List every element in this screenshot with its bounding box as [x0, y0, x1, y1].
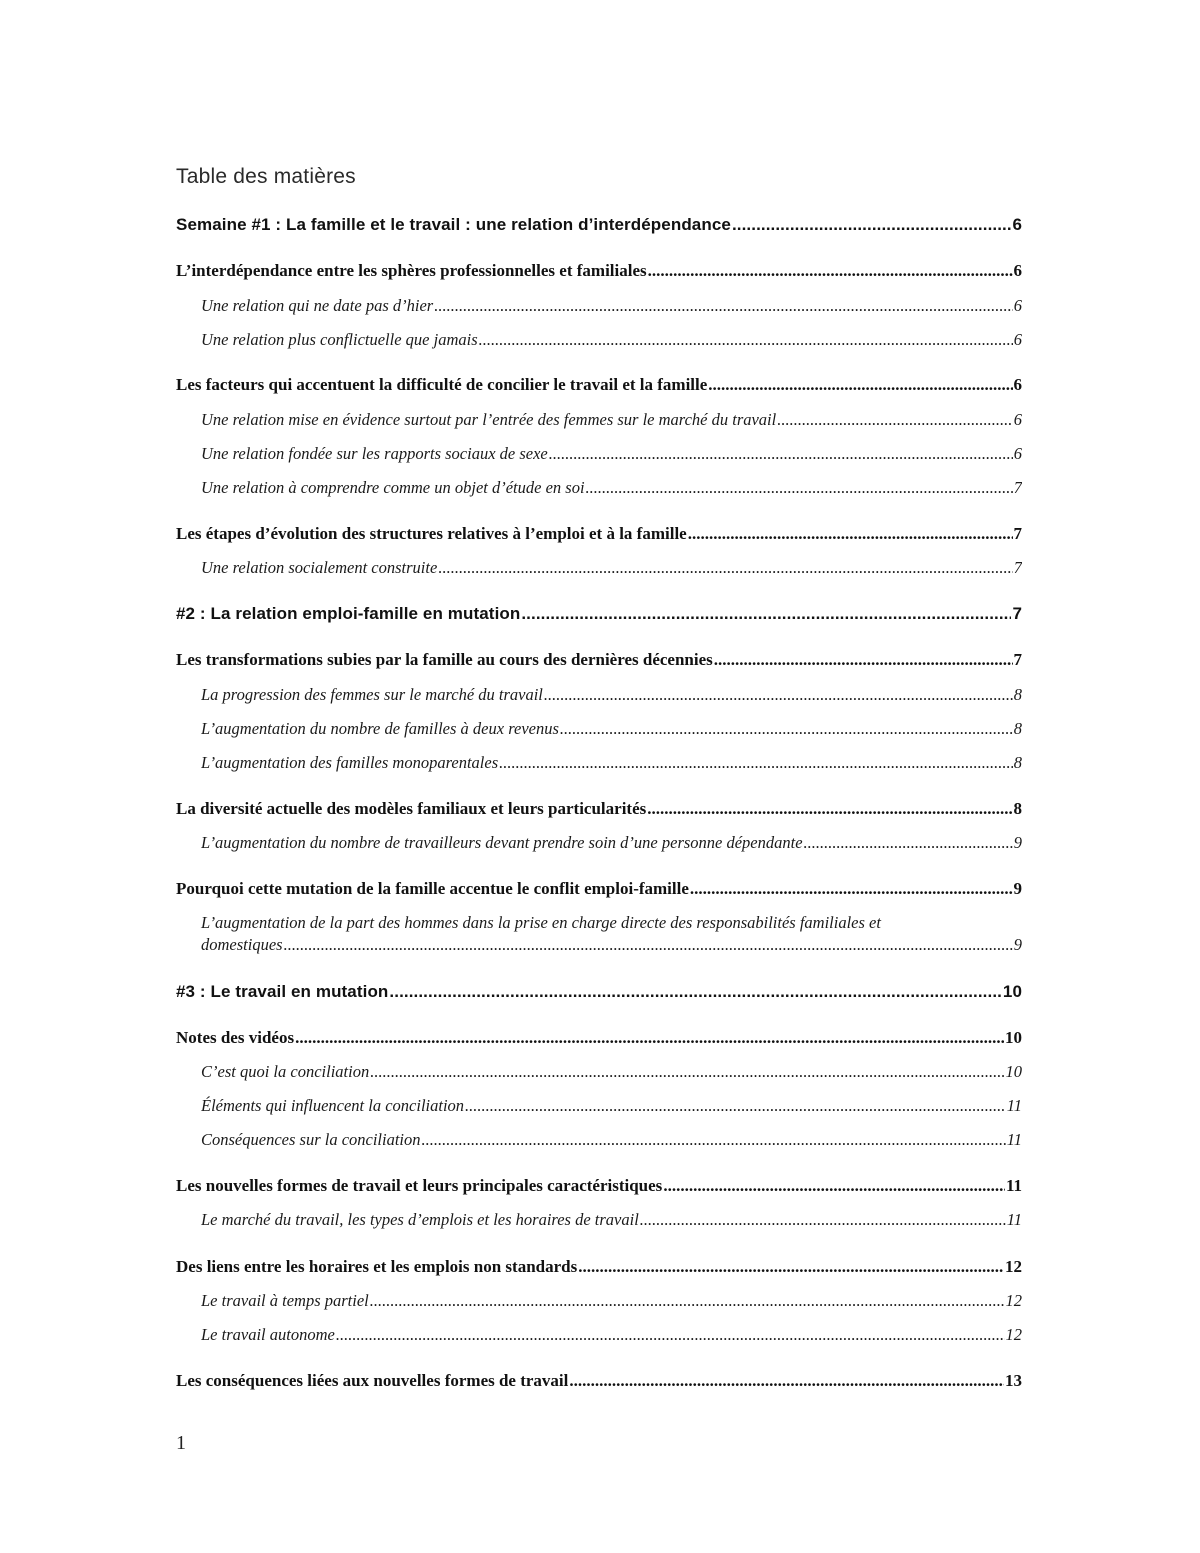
toc-entry-text: domestiques	[201, 935, 283, 954]
toc-page-number: 6	[1013, 410, 1022, 429]
dot-leader	[370, 1062, 1004, 1082]
toc-entry-heading[interactable]	[176, 604, 1022, 624]
toc-entry-subsection[interactable]	[201, 296, 1022, 316]
toc-entry-section[interactable]	[176, 375, 1022, 395]
dot-leader	[479, 330, 1013, 350]
toc-entry-subsection[interactable]	[201, 913, 1022, 955]
toc-entry-subsection[interactable]	[201, 685, 1022, 705]
toc-entry-subsection[interactable]	[201, 1062, 1022, 1082]
dot-leader	[284, 935, 1013, 955]
toc-entry-text: Conséquences sur la conciliation	[201, 1130, 421, 1149]
toc-page-number: 10	[1002, 982, 1022, 1001]
toc-entry-subsection[interactable]	[201, 444, 1022, 464]
toc-entry-text: La diversité actuelle des modèles familiaux et leurs particularités	[176, 799, 647, 818]
toc-entry-section[interactable]	[176, 799, 1022, 819]
toc-page-number: 13	[1005, 1371, 1022, 1390]
toc-page-number: 11	[1005, 1176, 1022, 1195]
toc-entry-subsection[interactable]	[201, 330, 1022, 350]
dot-leader	[708, 375, 1012, 395]
toc-entry-text: Une relation fondée sur les rapports sociaux de sexe	[201, 444, 548, 463]
toc-entry-heading[interactable]	[176, 215, 1022, 235]
dot-leader	[549, 444, 1013, 464]
toc-entry-text: Notes des vidéos	[176, 1028, 295, 1047]
toc-entry-text: Une relation plus conflictuelle que jamais	[201, 330, 478, 349]
toc-entry-heading[interactable]	[176, 982, 1022, 1002]
toc-page-number: 12	[1005, 1325, 1022, 1344]
toc-page-number: 11	[1006, 1096, 1022, 1115]
toc-entry-text: Le travail autonome	[201, 1325, 335, 1344]
toc-entry-text: L’augmentation des familles monoparentales	[201, 753, 499, 772]
toc-page-number: 6	[1013, 444, 1022, 463]
toc-page-number: 8	[1013, 719, 1022, 738]
toc-entry-text: L’augmentation du nombre de travailleurs devant prendre soin d’une personne dépendante	[201, 833, 803, 852]
toc-entry-subsection[interactable]	[201, 1130, 1022, 1150]
toc-entry-subsection[interactable]	[201, 1291, 1022, 1311]
page-number: 1	[176, 1432, 186, 1454]
dot-leader	[663, 1176, 1005, 1196]
toc-page-number: 8	[1013, 685, 1022, 704]
toc-page-number: 12	[1005, 1291, 1022, 1310]
dot-leader	[434, 296, 1013, 316]
toc-entry-subsection[interactable]	[201, 719, 1022, 739]
dot-leader	[690, 879, 1013, 899]
toc-entry-text: Les facteurs qui accentuent la difficulté de concilier le travail et la famille	[176, 375, 708, 394]
toc-page-number: 9	[1013, 935, 1022, 954]
toc-entry-section[interactable]	[176, 1371, 1022, 1391]
toc-entry-text: Le travail à temps partiel	[201, 1291, 369, 1310]
toc-entry-text: Les étapes d’évolution des structures relatives à l’emploi et à la famille	[176, 524, 687, 543]
dot-leader	[647, 799, 1012, 819]
toc-entry-text: L’augmentation du nombre de familles à deux revenus	[201, 719, 559, 738]
toc-entry-text: L’interdépendance entre les sphères professionnelles et familiales	[176, 261, 647, 280]
toc-entry-section[interactable]	[176, 261, 1022, 281]
toc-entry-text: Éléments qui influencent la conciliation	[201, 1096, 465, 1115]
toc-title: Table des matières	[176, 165, 356, 188]
toc-entry-text: Semaine #1 : La famille et le travail : une relation d’interdépendance	[176, 215, 731, 234]
toc-entry-text: #2 : La relation emploi-famille en mutation	[176, 604, 521, 623]
toc-entry-section[interactable]	[176, 650, 1022, 670]
toc-page-number: 7	[1012, 604, 1022, 623]
toc-page-number: 11	[1006, 1210, 1022, 1229]
toc-entry-section[interactable]	[176, 524, 1022, 544]
dot-leader	[569, 1371, 1004, 1391]
toc-page-number: 9	[1013, 879, 1022, 898]
dot-leader	[688, 524, 1013, 544]
dot-leader	[389, 982, 1001, 1002]
toc-page-number: 6	[1013, 296, 1022, 315]
toc-entry-section[interactable]	[176, 1028, 1022, 1048]
toc-page-number: 7	[1013, 524, 1022, 543]
dot-leader	[295, 1028, 1004, 1048]
toc-entry-text: Les transformations subies par la famille au cours des dernières décennies	[176, 650, 713, 669]
toc-entry-text: Une relation mise en évidence surtout par l’entrée des femmes sur le marché du travail	[201, 410, 777, 429]
dot-leader	[438, 558, 1012, 578]
toc-entry-text: Une relation qui ne date pas d’hier	[201, 296, 434, 315]
toc-page-number: 11	[1006, 1130, 1022, 1149]
toc-entry-text: Une relation socialement construite	[201, 558, 438, 577]
toc-entry-section[interactable]	[176, 1257, 1022, 1277]
toc-entry-subsection[interactable]	[201, 753, 1022, 773]
dot-leader	[422, 1130, 1006, 1150]
dot-leader	[578, 1257, 1004, 1277]
dot-leader	[336, 1325, 1005, 1345]
dot-leader	[370, 1291, 1005, 1311]
toc-page-number: 7	[1013, 558, 1022, 577]
toc-entry-text: Le marché du travail, les types d’emplois et les horaires de travail	[201, 1210, 639, 1229]
toc-entry-text: Les nouvelles formes de travail et leurs principales caractéristiques	[176, 1176, 663, 1195]
toc-entry-text: Des liens entre les horaires et les emplois non standards	[176, 1257, 578, 1276]
toc-page-number: 6	[1012, 215, 1022, 234]
toc-page-number: 10	[1005, 1062, 1022, 1081]
toc-entry-text: Les conséquences liées aux nouvelles formes de travail	[176, 1371, 569, 1390]
toc-entry-text: La progression des femmes sur le marché du travail	[201, 685, 543, 704]
toc-entry-text: Pourquoi cette mutation de la famille accentue le conflit emploi-famille	[176, 879, 689, 898]
dot-leader	[804, 833, 1013, 853]
toc-entry-subsection[interactable]	[201, 1096, 1022, 1116]
toc-entry-continuation	[201, 935, 1022, 955]
toc-page-number: 8	[1013, 753, 1022, 772]
toc-entry-subsection[interactable]	[201, 410, 1022, 430]
toc-entry-subsection[interactable]	[201, 478, 1022, 498]
toc-entry-section[interactable]	[176, 879, 1022, 899]
toc-page-number: 6	[1013, 261, 1022, 280]
dot-leader	[732, 215, 1011, 235]
toc-page-number: 7	[1013, 478, 1022, 497]
toc-page-number: 10	[1005, 1028, 1022, 1047]
toc-entry-subsection[interactable]	[201, 1210, 1022, 1230]
toc-page-number: 9	[1013, 833, 1022, 852]
toc-page-number: 8	[1013, 799, 1022, 818]
dot-leader	[648, 261, 1013, 281]
dot-leader	[560, 719, 1013, 739]
dot-leader	[465, 1096, 1006, 1116]
toc-page-number: 6	[1013, 330, 1022, 349]
toc-page-number: 12	[1005, 1257, 1022, 1276]
dot-leader	[499, 753, 1013, 773]
dot-leader	[586, 478, 1013, 498]
toc-page-number: 6	[1013, 375, 1022, 394]
dot-leader	[714, 650, 1013, 670]
toc-entry-subsection[interactable]	[201, 833, 1022, 853]
toc-entry-text: #3 : Le travail en mutation	[176, 982, 389, 1001]
toc-entry-subsection[interactable]	[201, 1325, 1022, 1345]
dot-leader	[777, 410, 1013, 430]
toc-entry-text: Une relation à comprendre comme un objet d’étude en soi	[201, 478, 585, 497]
toc-entry-section[interactable]	[176, 1176, 1022, 1196]
toc-entry-text: L’augmentation de la part des hommes dans la prise en charge directe des responsabilités familiales et	[201, 913, 881, 932]
dot-leader	[521, 604, 1011, 624]
toc-page-number: 7	[1013, 650, 1022, 669]
dot-leader	[640, 1210, 1006, 1230]
dot-leader	[544, 685, 1013, 705]
toc-entry-text: C’est quoi la conciliation	[201, 1062, 370, 1081]
toc-entry-subsection[interactable]	[201, 558, 1022, 578]
